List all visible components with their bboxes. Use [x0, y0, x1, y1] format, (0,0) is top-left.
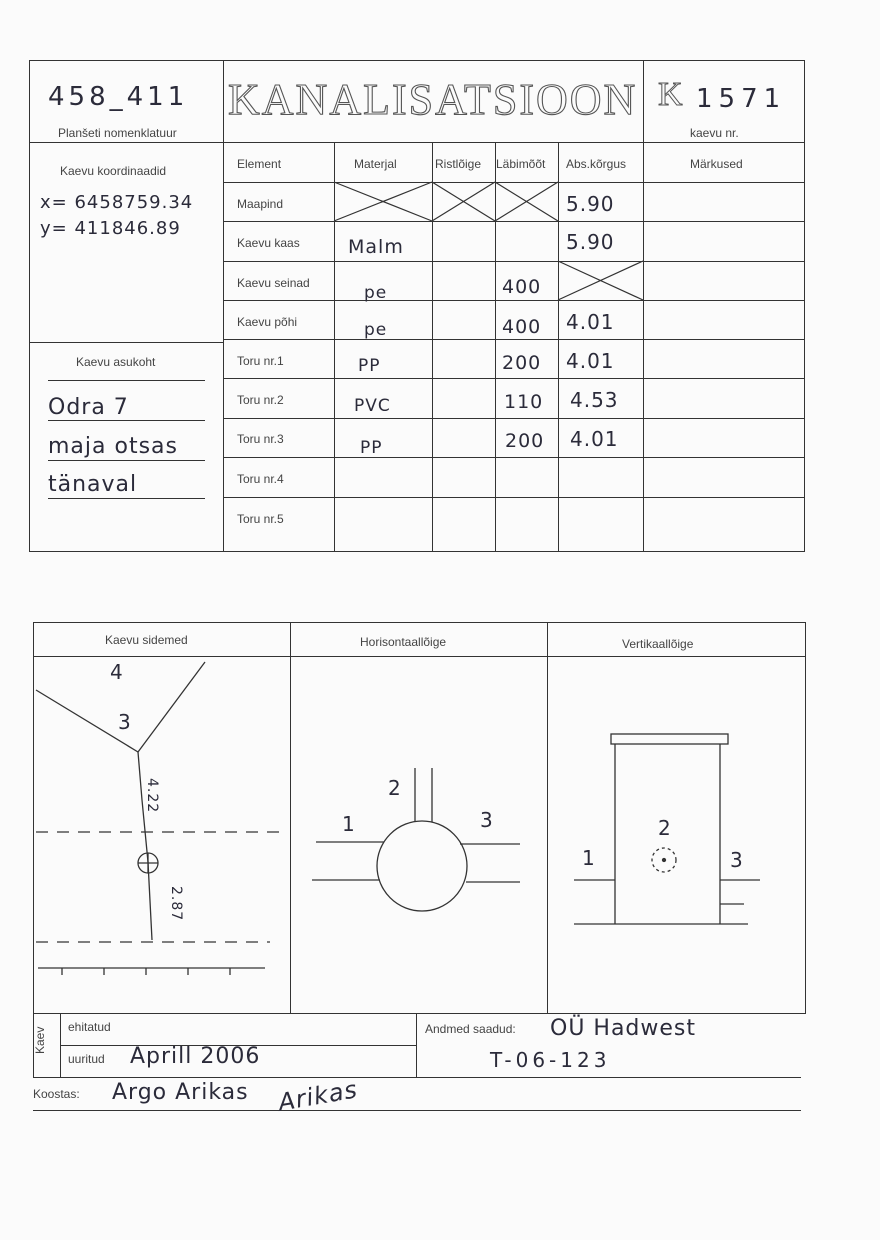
author-label: Koostas: [33, 1087, 80, 1101]
kno-value: 1571 [696, 84, 787, 114]
col-header-element: Element [237, 157, 282, 171]
row-element: Maapind [237, 197, 284, 211]
hsec-label-1: 1 [342, 812, 356, 836]
cell-material: pe [364, 320, 388, 340]
row-element: Kaevu seinad [237, 276, 310, 290]
kno-label: kaevu nr. [690, 126, 739, 140]
location-line-3: tänaval [48, 472, 138, 497]
hsec-label-2: 2 [388, 776, 402, 800]
col-header-section: Ristlõige [435, 157, 482, 171]
cell-height: 4.01 [566, 310, 615, 334]
cell-diameter: 200 [505, 430, 545, 452]
row-element: Kaevu põhi [237, 315, 298, 329]
nomenclature-value: 458_411 [48, 82, 189, 112]
cell-material: pe [364, 283, 388, 303]
vsec-label-3: 3 [730, 848, 744, 872]
signature: Arikas [276, 1075, 360, 1117]
measured-value: Aprill 2006 [130, 1044, 261, 1069]
row-element: Kaevu kaas [237, 236, 300, 250]
horizontal-title: Horisontaallõige [360, 635, 447, 649]
row-element: Toru nr.1 [237, 354, 284, 368]
hsec-label-3: 3 [480, 808, 494, 832]
cell-material: PP [358, 356, 381, 376]
location-label: Kaevu asukoht [76, 355, 156, 369]
divider [33, 1110, 801, 1111]
data-code: T-06-123 [490, 1048, 611, 1072]
cell-height: 5.90 [566, 230, 615, 254]
ties-title: Kaevu sidemed [105, 633, 188, 647]
measured-label: uuritud [68, 1052, 105, 1066]
dim-bottom: 2.87 [168, 886, 184, 922]
pipe-label-3: 3 [118, 710, 132, 734]
col-header-diameter: Läbimõõt [496, 157, 546, 171]
data-label: Andmed saadud: [425, 1022, 516, 1036]
author-value: Argo Arikas [112, 1080, 249, 1105]
coord-y: y= 411846.89 [40, 218, 181, 239]
cell-height: 4.01 [566, 349, 615, 373]
divider [33, 1077, 801, 1078]
cell-material: Malm [348, 236, 404, 258]
divider [416, 1014, 417, 1077]
vsec-label-1: 1 [582, 846, 596, 870]
cell-diameter: 110 [504, 391, 544, 413]
built-label: ehitatud [68, 1020, 111, 1034]
cell-height: 5.90 [566, 192, 615, 216]
coord-x: x= 6458759.34 [40, 192, 194, 213]
location-line-2: maja otsas [48, 434, 178, 459]
location-line-1: Odra 7 [48, 395, 129, 420]
col-header-notes: Märkused [690, 157, 743, 171]
vertical-title: Vertikaallõige [622, 637, 694, 651]
side-label: Kaev [33, 1026, 47, 1054]
data-value: OÜ Hadwest [550, 1016, 697, 1041]
cell-height: 4.53 [570, 388, 619, 412]
vsec-label-2: 2 [658, 816, 672, 840]
dim-top: 4.22 [144, 778, 160, 814]
cell-material: PP [360, 438, 383, 458]
cell-height: 4.01 [570, 427, 619, 451]
page-title: KANALISATSIOON [228, 75, 638, 124]
row-element: Toru nr.3 [237, 432, 284, 446]
col-header-height: Abs.kõrgus [566, 157, 627, 171]
nomenclature-label: Planšeti nomenklatuur [58, 126, 177, 140]
pipe-label-4: 4 [110, 660, 124, 684]
cell-diameter: 200 [502, 352, 542, 374]
cell-diameter: 400 [502, 316, 542, 338]
coords-label: Kaevu koordinaadid [60, 164, 167, 178]
row-element: Toru nr.4 [237, 472, 284, 486]
cell-material: PVC [354, 396, 391, 416]
row-element: Toru nr.2 [237, 393, 284, 407]
row-element: Toru nr.5 [237, 512, 284, 526]
cell-diameter: 400 [502, 276, 542, 298]
kno-prefix: K [658, 76, 683, 113]
col-header-material: Materjal [354, 157, 397, 171]
